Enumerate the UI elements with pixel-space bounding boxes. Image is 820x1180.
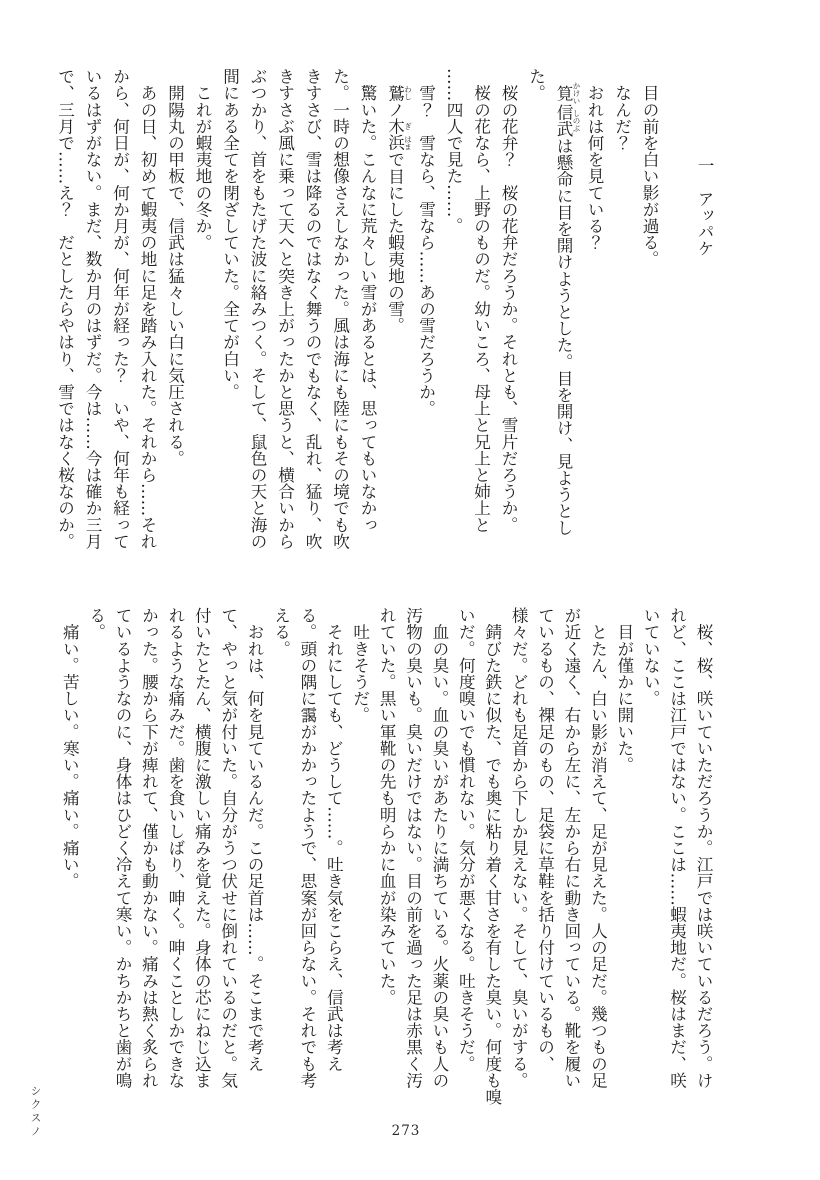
text-column: おれは、何を見ているんだ。この足首は……。そこまで考え — [245, 607, 265, 1072]
text-column: て、やっと気が付いた。自分がうつ伏せに倒れているのだと。気 — [218, 607, 238, 1089]
chapter-heading: 一 アッパケ — [695, 157, 714, 257]
text-block-bottom — [56, 607, 716, 1111]
text-column: 驚いた。こんなに荒々しい雪があるとは、思ってもいなかっ — [358, 68, 377, 533]
text-column: れていた。黒い軍靴の先も明らかに血が染みていた。 — [377, 607, 397, 1006]
text-column: これが蝦夷地の冬か。 — [193, 68, 212, 251]
text-column: それにしても、どうして……。吐き気をこらえ、信武は考え — [324, 607, 344, 1072]
text-column: ているようなのに、身体はひどく冷えて寒い。かちかちと歯が鳴 — [113, 607, 133, 1089]
text-block-top — [51, 68, 718, 570]
page-number: 273 — [391, 1123, 421, 1139]
text-column: いるはずがない。まだ、数か月のはずだ。今は……今は確か三月 — [83, 68, 102, 550]
text-column: きすさぶ風に乗って天へと突き上がったかと思うと、横合いから — [275, 68, 295, 550]
text-column: 目の前を白い影が過る。 — [640, 68, 659, 268]
text-column: 筧 かけい信武 しのぶは懸命に目を開けようとした。目を開け、見ようとし — [554, 81, 581, 536]
furigana-ruby: 鷲 わし — [385, 84, 413, 102]
text-column: から、何日が、何か月が、何年が経った？ いや、何年も経って — [110, 68, 130, 550]
text-column: れるような痛みだ。歯を食いしばり、呻く。呻くことしかできな — [165, 607, 185, 1089]
text-column: 桜の花弁？ 桜の花弁だろうか。それとも、雪片だろうか。 — [499, 68, 518, 533]
text-column: 錆びた鉄に似た、でも奥に粘り着く甘さを有した臭い。何度も嗅 — [482, 607, 502, 1105]
text-column: 吐きそうだ。 — [350, 607, 370, 724]
text-column: 間にある全てを閉ざしていた。全てが白い。 — [220, 68, 240, 400]
text-column: かった。腰から下が痺れて、僅かも動かない。痛みは熱く炙られ — [139, 607, 159, 1089]
text-column: なんだ？ — [612, 68, 632, 151]
text-column: 汚物の臭いも。臭いだけではない。目の前を過った足は赤黒く汚 — [403, 607, 423, 1089]
text-column: きすさび、雪は降るのではなく舞うのでもなく、乱れ、猛り、吹 — [303, 68, 322, 550]
text-column: が近く遠く、右から左に、左から右に動き回っている。靴を履い — [561, 607, 581, 1089]
text-column: 付いたとたん、横腹に激しい痛みを覚えた。身体の芯にねじ込ま — [192, 607, 212, 1089]
text-column: ……四人で見た……。 — [444, 68, 463, 234]
text-column: た。一時の想像さえしなかった。風は海にも陸にもその境でも吹 — [330, 68, 350, 550]
text-column: ぶつかり、首をもたげた波に絡みつく。そして、鼠色の天と海の — [248, 68, 267, 550]
furigana-ruby: 筧 かけい — [554, 81, 581, 105]
text-column: いだ。何度嗅いでも慣れない。気分が悪くなる。吐きそうだ。 — [456, 607, 476, 1072]
text-column: あの日、初めて蝦夷の地に足を踏み入れた。それから……それ — [138, 68, 157, 550]
text-column: 桜の花なら、上野のものだ。幼いころ、母上と兄上と姉上と — [471, 68, 491, 533]
text-column: おれは何を見ている？ — [585, 68, 604, 251]
text-column: 桜、桜、咲いていただろうか。江戸では咲いているだろう。け — [694, 607, 713, 1089]
text-column: 様々だ。どれも足首から下しか見えない。そして、臭いがする。 — [509, 607, 529, 1089]
furigana-ruby: 浜 はま — [385, 134, 413, 152]
text-column: 目が僅かに開いた。 — [614, 607, 634, 773]
text-column: いていない。 — [641, 607, 661, 707]
text-column: える。 — [271, 607, 291, 657]
text-column: 痛い。苦しい。寒い。痛い。痛い。 — [60, 607, 80, 890]
text-column: 雪？ 雪なら、雪なら……あの雪だろうか。 — [416, 68, 436, 417]
text-column: た。 — [526, 68, 546, 102]
furigana-ruby: 木 ぎ — [385, 117, 413, 135]
text-column: る。頭の隅に靄がかかったようで、思案が回らない。それでも考 — [297, 607, 317, 1089]
text-column: る。 — [86, 607, 106, 641]
text-column: 開陽丸の甲板で、信武は猛々しい白に気圧される。 — [165, 68, 185, 467]
text-column: とたん、白い影が消えて、足が見えた。人の足だ。幾つもの足 — [588, 607, 608, 1089]
text-column: 血の臭い。血の臭いがあたりに満ちている。火薬の臭いも人の — [429, 607, 449, 1089]
text-column: れど、ここは江戸ではない。ここは……蝦夷地だ。桜はまだ、咲 — [667, 607, 687, 1089]
furigana-ruby: 信武 しのぶ — [554, 104, 581, 138]
printer-signature-mark: シクスノ — [29, 1085, 42, 1139]
blank-column — [663, 68, 691, 570]
text-column: で、三月で……え？ だとしたらやはり、雪ではなく桜なのか。 — [55, 68, 75, 550]
text-column: ているもの、裸足のもの、足袋に草鞋を括り付けているもの、 — [535, 607, 555, 1072]
text-column: 鷲 わしノ木 ぎ浜 はまで目にした蝦夷地の雪。 — [385, 84, 413, 334]
